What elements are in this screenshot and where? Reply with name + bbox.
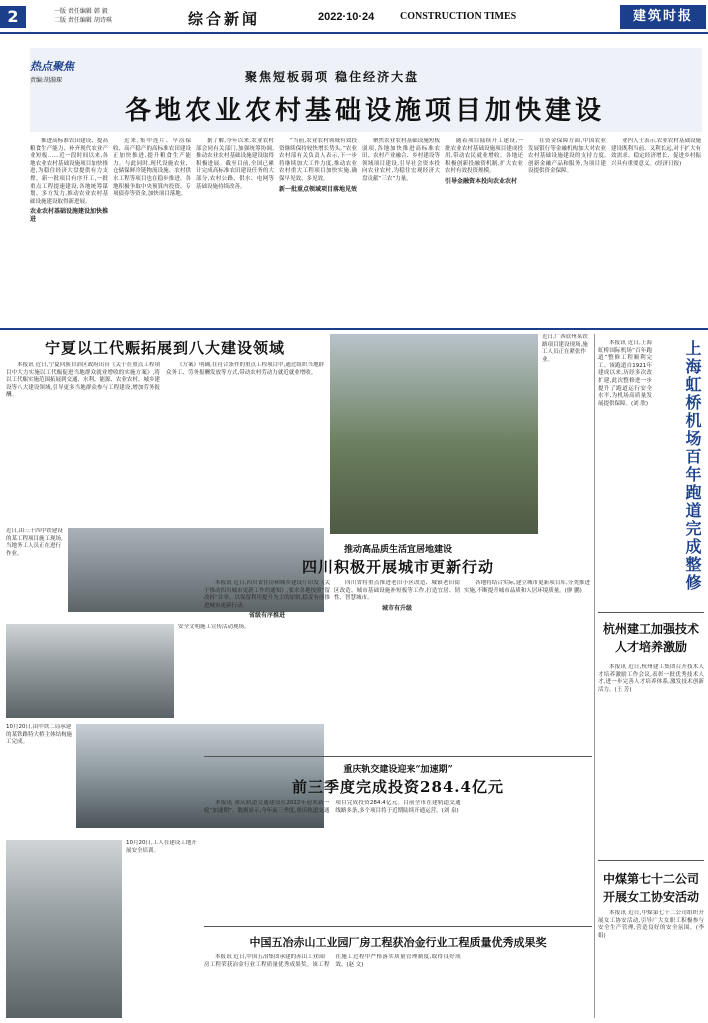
wuye-body [204,954,592,1018]
shanghai-paragraph: 本报讯 近日,上海虹桥国际机场“百年跑道”整修工程顺利完工。该跑道自1921年建成以来,历经多次改扩建,此次整修进一步提升了跑道运行安全水平,为机场高质量发展提供保障。(刘 欣) [598,340,652,407]
aerial-caption: 近日,广西钦州某铁路项目建设现场,施工人员正在紧张作业。 [542,334,588,363]
lead-col-7 [528,138,606,324]
sichuan-title: 四川积极开展城市更新行动 [301,558,494,576]
sichuan-col-3 [464,580,590,750]
workers-photo [6,624,174,718]
ningxia-paragraph: 《方案》明确,在符合条件的重点工程项目中,通过组织当地群众务工、劳务报酬发放等方式,带动农村劳动力就近就业增收。 [166,362,324,376]
lead-col-5 [362,138,440,324]
editor-line-2: 二版 责任编辑 胡诗琪 [54,17,112,24]
hangzhou-body [598,664,704,854]
article-divider [598,860,704,861]
lead-paragraph: 聚焦农业农村基础设施短板弱项,各地加快推进高标准农田、农村产业融合、乡村建设等领域项目建设,引导社会资本投向农业农村,为稳住宏观经济大盘贡献“三农”力量。 [362,138,440,182]
sichuan-col-2 [334,580,460,750]
photo4-caption: 10月20日,工人在建设工地开展安全培训。 [126,840,197,854]
lead-kicker: 聚焦短板弱项 稳住经济大盘 [245,70,420,84]
lead-subhead-1: 农业农村基础设施建设加快推进 [30,208,108,223]
sichuan-paragraph: 四川省将重点推进老旧小区改造、城镇老旧街区改造、城市基础设施补短板等工作,打造宜居、韧性、智慧城市。 [334,580,460,602]
article-divider [204,926,592,927]
photo3-caption: 安全文明施工宣传活动现场。 [178,624,250,630]
section-title: 综合新闻 [188,10,261,28]
sichuan-subhead-2: 城市有升级 [381,604,412,612]
issue-date: 2022·10·24 [318,11,375,23]
ningxia-body-a [6,362,160,522]
lead-col-1 [30,138,108,324]
aerial-railway-photo [330,334,538,534]
photo2-caption: 10月20日,由中铁二局承建的某铁路特大桥主体结构施工完成。 [6,724,72,746]
paper-logo: 建筑时报 [620,5,706,29]
wuye-paragraph: 本报讯 近日,中国五冶集团承建的赤山工业园厂房工程荣获冶金行业工程质量优秀成果奖。该工程在施工过程中严格落实质量管理制度,取得良好成效。(赵 文) [204,954,461,968]
hangzhou-title: 杭州建工加强技术人才培养激励 [602,622,699,654]
photo1-caption: 近日,由三十四中铁建设的某工程项目施工现场,当地务工人员正在进行作业。 [6,528,63,557]
chongqing-body [204,800,592,922]
lead-paragraph: 近来,集中连片、旱涝保收、高产稳产的高标准农田建设正加快推进,提升粮食生产能力。与此同时,现代设施农业、仓储保鲜冷链物流设施、农村供水工程等项目也在稳步推进。各地积极争取中央预算内投资、专项债券等资金,加快项目落地。 [113,138,191,198]
sichuan-paragraph: 各地将结合实际,建立城市更新项目库,分类推进实施,不断提升城市品质和人居环境质量。(廖 鹏) [464,580,590,594]
section-divider [0,328,708,330]
lead-subhead-3: 引导金融资本投向农业农村 [445,177,518,185]
sichuan-col-1 [204,580,330,750]
zhongye-paragraph: 本报讯 近日,中煤第七十二公司组织开展女工协安活动,引导广大女职工积极参与安全生产管理,营造良好的安全氛围。(李 娟) [598,910,704,939]
lead-col-2 [113,138,191,324]
sichuan-subhead-1: 省级有序推进 [248,612,285,620]
lead-paragraph: 推进高标准农田建设、提高粮食生产能力、补齐现代农业产业短板……近一段时间以来,各地农业农村基础设施项目加快推进,为稳住经济大盘提供有力支撑。新一批项目有序开工,一批重点工程提速建设,各地统筹谋划、多方发力,推动农业农村基础设施建设取得新进展。 [30,138,108,205]
paper-name: CONSTRUCTION TIMES [400,11,517,22]
lead-paragraph: 在资金保障方面,中国农业发展银行等金融机构加大对农业农村基础设施建设的支持力度,创新金融产品和服务,为项目建设提供资金保障。 [528,138,606,175]
ningxia-body-b [166,362,324,522]
lead-col-8 [611,138,701,324]
lead-paragraph: “当前,农业农村领域有效投资继续保持较快增长势头。”农业农村部有关负责人表示,下一步将继续加大工作力度,推动农业农村重大工程项目加快实施,确保早见效、多见效。 [279,138,357,182]
lead-paragraph: 据了解,今年以来,农业农村部会同有关部门,加强统筹协调,推动农业农村基础设施建设取得积极进展。截至目前,全国已累计完成高标准农田建设任务的大部分,农村公路、供水、电网等基础设施持续改善。 [196,138,274,190]
chongqing-title: 前三季度完成投资284.4亿元 [292,778,504,796]
sichuan-paragraph: 本报讯 近日,四川省住房和城乡建设厅印发《关于推动四川城市更新工作的通知》,要求各地按照“留改拆”并举、以保留利用提升为主的原则,稳妥有序推进城市更新行动。 [204,580,330,609]
column-divider [594,334,595,1018]
sichuan-kicker: 推动高品质生活宜居地建设 [343,545,452,555]
safety-training-photo [6,840,122,1018]
article-divider [598,612,704,613]
ningxia-title: 宁夏以工代赈拓展到八大建设领域 [44,339,285,357]
shanghai-body [598,340,652,610]
lead-col-3 [196,138,274,324]
zhongye-title: 中煤第七十二公司开展女工协安活动 [602,872,699,904]
hangzhou-paragraph: 本报讯 近日,杭州建工集团召开技术人才培养激励工作会议,表彰一批优秀技术人才,进一步完善人才培养体系,激发技术创新活力。(王 芳) [598,664,704,693]
lead-paragraph: 业内人士表示,农业农村基础设施建设既利当前、又利长远,对于扩大有效需求、稳定经济增长、促进乡村振兴具有重要意义。(经济日报) [611,138,701,167]
lead-subhead-2: 新一批重点领域项目落地见效 [279,185,357,193]
page-number: 2 [0,6,26,28]
lead-col-6 [445,138,523,324]
ningxia-paragraph: 本报讯 近日,宁夏回族自治区政府出台《关于在重点工程项目中大力实施以工代赈促进当地群众就业增收的实施方案》,将以工代赈实施范围拓展到交通、水利、能源、农业农村、城乡建设等八大建设领域,引导更多当地群众参与工程建设,增加劳务报酬。 [6,362,160,399]
focus-tag: 热点聚焦 [30,60,74,73]
lead-col-4 [279,138,357,324]
lead-paragraph: 随着项目陆续开工建设,一批农业农村基础设施项目建成投用,带动农民就业增收。各地还积极创新投融资机制,扩大农业农村有效投资规模。 [445,138,523,175]
chongqing-kicker: 重庆轨交建设迎来“加速期” [343,765,453,775]
shanghai-title: 上海虹桥机场百年跑道完成整修 [683,340,702,592]
chongqing-paragraph: 本报讯 重庆轨道交通建设在2022年迎来新一轮“加速期”。数据显示,今年前三季度,重庆轨道交通项目完成投资284.4亿元。目前全市在建轨道交通线路多条,多个项目将于近期陆续开通运营。(刘 泉) [204,800,461,814]
wuye-title: 中国五冶赤山工业园厂房工程获冶金行业工程质量优秀成果奖 [249,936,547,949]
lead-headline: 各地农业农村基础设施项目加快建设 [124,96,605,126]
focus-editor: 责编:胡漪琛 [30,77,63,84]
editor-line-1: 一版 责任编辑 韩 毅 [54,8,108,15]
article-divider [204,756,592,757]
zhongye-body [598,910,704,1018]
